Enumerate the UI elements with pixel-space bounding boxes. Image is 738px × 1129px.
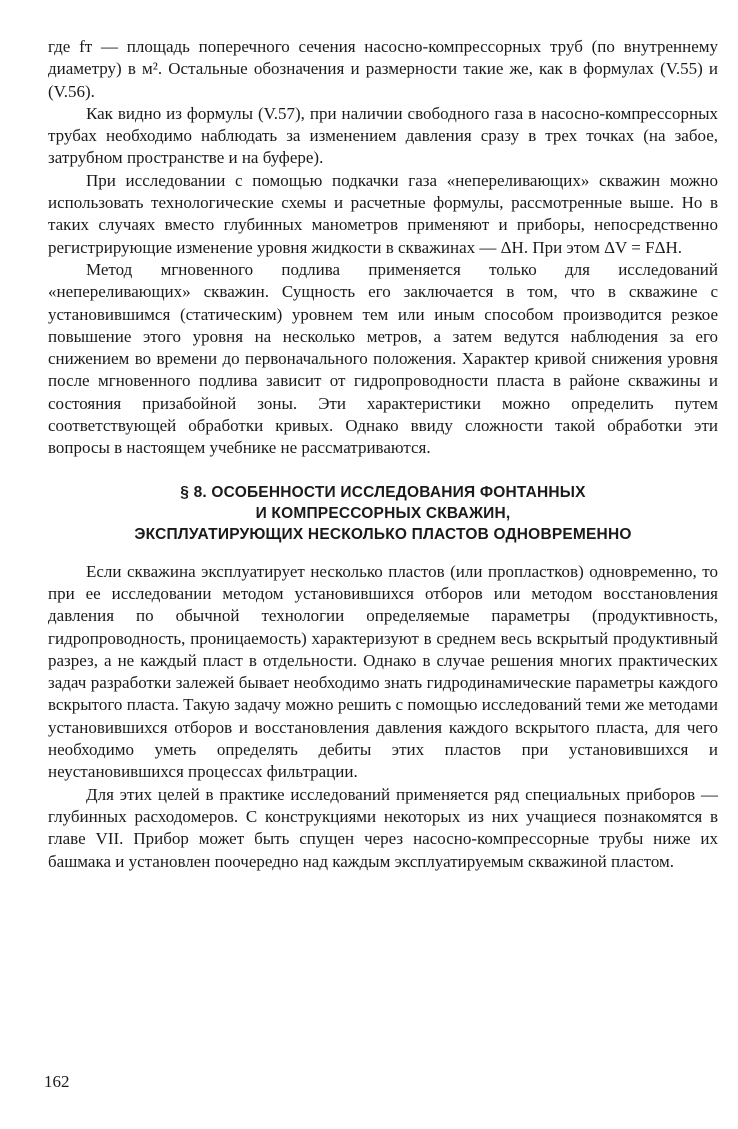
- page-body: [48, 36, 718, 873]
- section-heading-line-1: § 8. ОСОБЕННОСТИ ИССЛЕДОВАНИЯ ФОНТАННЫХ: [180, 483, 586, 501]
- section-heading-line-2: И КОМПРЕССОРНЫХ СКВАЖИН,: [255, 504, 511, 522]
- section-heading-line-3: ЭКСПЛУАТИРУЮЩИХ НЕСКОЛЬКО ПЛАСТОВ ОДНОВРЕМЕННО: [134, 525, 632, 543]
- paragraph-gas-injection: При исследовании с помощью подкачки газа «непереливающих» скважин можно использовать технологические схемы и расчетные формулы, рассмотренные выше. Но в таких случаях вместо глубинных манометров применяют и приборы, непосредственно регистрирующие изменение уровня жидкости в скважинах — ΔH. При этом ΔV = FΔH.: [48, 170, 718, 257]
- paragraph-formula-v57: Как видно из формулы (V.57), при наличии свободного газа в насосно-компрессорных трубах необходимо наблюдать за изменением давления сразу в трех точках (на забое, затрубном пространстве и на буфере).: [48, 103, 718, 168]
- paragraph-flowmeters: Для этих целей в практике исследований применяется ряд специальных приборов — глубинных расходомеров. С конструкциями некоторых из них учащиеся познакомятся в главе VII. Прибор может быть спущен через насосно-компрессорные трубы ниже их башмака и установлен поочередно над каждым эксплуатируемым скважиной пластом.: [48, 784, 718, 871]
- paragraph-multiple-layers: Если скважина эксплуатирует несколько пластов (или пропластков) одновременно, то при ее исследовании методом установившихся отборов или методом восстановления давления по обычной технологии определяемые параметры (продуктивность, гидропроводность, проницаемость) характеризуют в среднем весь вскрытый продуктивный разрез, а не каждый пласт в отдельности. Однако в случае решения многих практических задач разработки залежей бывает необходимо знать гидродинамические параметры каждого вскрытого пласта. Такую задачу можно решить с помощью исследований теми же методами установившихся отборов и восстановления давления каждого вскрытого пласта, для чего необходимо уметь определять дебиты этих пластов при установившихся и неустановившихся процессах фильтрации.: [48, 561, 718, 782]
- page-number: 162: [44, 1072, 70, 1091]
- paragraph-continuation: где fт — площадь поперечного сечения насосно-компрессорных труб (по внутреннему диаметру) в м². Остальные обозначения и размерности такие же, как в формулах (V.55) и (V.56).: [48, 37, 718, 101]
- paragraph-instant-fill-method: Метод мгновенного подлива применяется только для исследований «непереливающих» скважин. Сущность его заключается в том, что в скважине с установившимся (статическим) уровнем тем или иным способом производится резкое повышение этого уровня на несколько метров, а затем ведутся наблюдения за его снижением во времени до первоначального положения. Характер кривой снижения уровня после мгновенного подлива зависит от гидропроводности пласта в районе скважины и состояния призабойной зоны. Эти характеристики можно определить путем соответствующей обработки кривых. Однако ввиду сложности такой обработки эти вопросы в настоящем учебнике не рассматриваются.: [48, 259, 718, 458]
- section-heading: [48, 482, 718, 545]
